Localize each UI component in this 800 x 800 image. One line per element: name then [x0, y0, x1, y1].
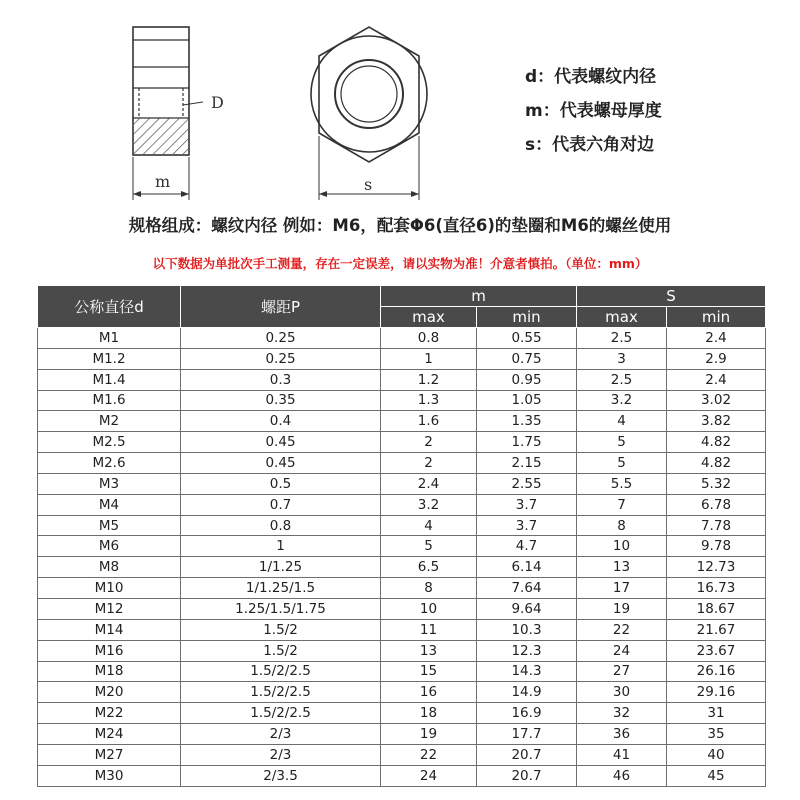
- cell-m-max: 1.2: [381, 369, 477, 390]
- table-row: [38, 765, 766, 786]
- cell-s-max: 3.2: [577, 390, 667, 411]
- cell-nominal: M2.5: [38, 432, 181, 453]
- cell-pitch: 0.45: [181, 453, 381, 474]
- table-row: [38, 661, 766, 682]
- diagram-label-s: s: [364, 175, 373, 194]
- cell-s-min: 9.78: [667, 536, 766, 557]
- table-row: [38, 724, 766, 745]
- table-row: [38, 432, 766, 453]
- cell-s-max: 3: [577, 348, 667, 369]
- cell-s-max: 17: [577, 578, 667, 599]
- cell-pitch: 1/1.25: [181, 557, 381, 578]
- cell-m-max: 24: [381, 765, 477, 786]
- cell-m-max: 5: [381, 536, 477, 557]
- cell-s-max: 22: [577, 619, 667, 640]
- table-row: [38, 703, 766, 724]
- cell-s-min: 3.82: [667, 411, 766, 432]
- cell-m-min: 0.95: [477, 369, 577, 390]
- cell-m-min: 17.7: [477, 724, 577, 745]
- nut-spec-table: [37, 285, 766, 787]
- table-row: [38, 348, 766, 369]
- cell-m-max: 18: [381, 703, 477, 724]
- cell-m-max: 8: [381, 578, 477, 599]
- cell-nominal: M27: [38, 744, 181, 765]
- header-m: m: [381, 286, 577, 307]
- header-nominal-diameter: 公称直径d: [38, 286, 181, 328]
- cell-nominal: M8: [38, 557, 181, 578]
- cell-m-max: 19: [381, 724, 477, 745]
- cell-m-min: 2.55: [477, 473, 577, 494]
- cell-m-min: 20.7: [477, 744, 577, 765]
- cell-s-max: 19: [577, 598, 667, 619]
- cell-m-min: 10.3: [477, 619, 577, 640]
- cell-nominal: M20: [38, 682, 181, 703]
- table-row: [38, 536, 766, 557]
- cell-pitch: 0.4: [181, 411, 381, 432]
- cell-pitch: 0.45: [181, 432, 381, 453]
- cell-m-min: 14.9: [477, 682, 577, 703]
- cell-m-max: 4: [381, 515, 477, 536]
- cell-s-min: 16.73: [667, 578, 766, 599]
- cell-pitch: 0.25: [181, 348, 381, 369]
- header-m-max: max: [381, 307, 477, 328]
- measurement-notice: 以下数据为单批次手工测量，存在一定误差，请以实物为准！介意者慎拍。（单位：mm）: [152, 256, 648, 271]
- cell-pitch: 1.5/2/2.5: [181, 661, 381, 682]
- cell-pitch: 0.35: [181, 390, 381, 411]
- cell-m-min: 3.7: [477, 515, 577, 536]
- cell-nominal: M6: [38, 536, 181, 557]
- cell-pitch: 0.7: [181, 494, 381, 515]
- diagram-label-m: m: [155, 172, 171, 191]
- cell-s-min: 26.16: [667, 661, 766, 682]
- spec-table-body: [38, 328, 766, 787]
- legend-s: s：代表六角对边: [525, 135, 655, 155]
- cell-s-max: 4: [577, 411, 667, 432]
- cell-s-min: 4.82: [667, 453, 766, 474]
- cell-m-max: 10: [381, 598, 477, 619]
- legend-d: d：代表螺纹内径: [525, 67, 657, 87]
- cell-m-max: 22: [381, 744, 477, 765]
- cell-m-max: 1.6: [381, 411, 477, 432]
- cell-m-min: 20.7: [477, 765, 577, 786]
- cell-m-max: 2: [381, 432, 477, 453]
- cell-m-min: 3.7: [477, 494, 577, 515]
- cell-s-min: 18.67: [667, 598, 766, 619]
- table-row: [38, 619, 766, 640]
- cell-s-min: 45: [667, 765, 766, 786]
- cell-s-min: 12.73: [667, 557, 766, 578]
- cell-pitch: 2/3: [181, 724, 381, 745]
- cell-m-max: 6.5: [381, 557, 477, 578]
- table-row: [38, 744, 766, 765]
- cell-m-max: 16: [381, 682, 477, 703]
- cell-s-max: 8: [577, 515, 667, 536]
- cell-nominal: M1.2: [38, 348, 181, 369]
- cell-s-min: 7.78: [667, 515, 766, 536]
- legend-m: m：代表螺母厚度: [525, 101, 662, 121]
- table-row: [38, 598, 766, 619]
- cell-nominal: M5: [38, 515, 181, 536]
- cell-m-min: 16.9: [477, 703, 577, 724]
- table-row: [38, 473, 766, 494]
- cell-s-min: 35: [667, 724, 766, 745]
- cell-s-max: 27: [577, 661, 667, 682]
- cell-m-max: 3.2: [381, 494, 477, 515]
- cell-nominal: M22: [38, 703, 181, 724]
- table-row: [38, 390, 766, 411]
- cell-nominal: M2: [38, 411, 181, 432]
- cell-s-min: 2.4: [667, 328, 766, 349]
- cell-m-max: 11: [381, 619, 477, 640]
- cell-nominal: M10: [38, 578, 181, 599]
- cell-pitch: 1/1.25/1.5: [181, 578, 381, 599]
- cell-s-min: 29.16: [667, 682, 766, 703]
- cell-s-min: 40: [667, 744, 766, 765]
- cell-pitch: 1.5/2/2.5: [181, 703, 381, 724]
- table-row: [38, 515, 766, 536]
- cell-pitch: 1.5/2: [181, 619, 381, 640]
- spec-headline: 规格组成：螺纹内径 例如：M6，配套Φ6(直径6)的垫圈和M6的螺丝使用: [128, 216, 672, 235]
- table-row: [38, 328, 766, 349]
- cell-s-max: 7: [577, 494, 667, 515]
- cell-s-max: 24: [577, 640, 667, 661]
- cell-m-max: 0.8: [381, 328, 477, 349]
- cell-m-min: 14.3: [477, 661, 577, 682]
- cell-s-max: 32: [577, 703, 667, 724]
- table-row: [38, 640, 766, 661]
- table-row: [38, 494, 766, 515]
- nut-technical-drawings: [0, 0, 800, 210]
- cell-m-min: 1.05: [477, 390, 577, 411]
- header-m-min: min: [477, 307, 577, 328]
- cell-nominal: M3: [38, 473, 181, 494]
- cell-m-max: 1: [381, 348, 477, 369]
- cell-nominal: M1.6: [38, 390, 181, 411]
- cell-m-max: 2: [381, 453, 477, 474]
- cell-s-min: 3.02: [667, 390, 766, 411]
- cell-s-max: 30: [577, 682, 667, 703]
- diagram-label-d: D: [211, 93, 224, 112]
- table-row: [38, 369, 766, 390]
- cell-pitch: 1.25/1.5/1.75: [181, 598, 381, 619]
- table-row: [38, 411, 766, 432]
- cell-s-max: 5.5: [577, 473, 667, 494]
- cell-s-max: 5: [577, 432, 667, 453]
- cell-nominal: M24: [38, 724, 181, 745]
- cell-s-min: 6.78: [667, 494, 766, 515]
- cell-m-min: 2.15: [477, 453, 577, 474]
- cell-nominal: M18: [38, 661, 181, 682]
- cell-m-max: 2.4: [381, 473, 477, 494]
- table-row: [38, 557, 766, 578]
- header-s: S: [577, 286, 766, 307]
- cell-s-min: 2.9: [667, 348, 766, 369]
- cell-pitch: 0.3: [181, 369, 381, 390]
- table-row: [38, 682, 766, 703]
- cell-pitch: 1.5/2: [181, 640, 381, 661]
- cell-nominal: M30: [38, 765, 181, 786]
- cell-s-min: 4.82: [667, 432, 766, 453]
- header-s-min: min: [667, 307, 766, 328]
- cell-pitch: 2/3: [181, 744, 381, 765]
- cell-nominal: M4: [38, 494, 181, 515]
- cell-s-max: 13: [577, 557, 667, 578]
- cell-m-max: 1.3: [381, 390, 477, 411]
- cell-nominal: M1.4: [38, 369, 181, 390]
- cell-pitch: 0.5: [181, 473, 381, 494]
- cell-m-max: 15: [381, 661, 477, 682]
- cell-nominal: M2.6: [38, 453, 181, 474]
- cell-m-min: 12.3: [477, 640, 577, 661]
- cell-m-min: 9.64: [477, 598, 577, 619]
- header-pitch: 螺距P: [181, 286, 381, 328]
- cell-s-max: 2.5: [577, 328, 667, 349]
- cell-s-min: 21.67: [667, 619, 766, 640]
- cell-nominal: M1: [38, 328, 181, 349]
- cell-m-min: 1.75: [477, 432, 577, 453]
- cell-s-max: 10: [577, 536, 667, 557]
- cell-nominal: M12: [38, 598, 181, 619]
- cell-s-min: 23.67: [667, 640, 766, 661]
- cell-s-max: 2.5: [577, 369, 667, 390]
- cell-s-max: 46: [577, 765, 667, 786]
- cell-m-min: 0.55: [477, 328, 577, 349]
- cell-m-max: 13: [381, 640, 477, 661]
- header-s-max: max: [577, 307, 667, 328]
- cell-pitch: 1.5/2/2.5: [181, 682, 381, 703]
- cell-s-max: 41: [577, 744, 667, 765]
- cell-nominal: M16: [38, 640, 181, 661]
- cell-s-min: 2.4: [667, 369, 766, 390]
- cell-m-min: 7.64: [477, 578, 577, 599]
- cell-m-min: 1.35: [477, 411, 577, 432]
- table-row: [38, 453, 766, 474]
- cell-s-max: 5: [577, 453, 667, 474]
- cell-m-min: 0.75: [477, 348, 577, 369]
- cell-pitch: 1: [181, 536, 381, 557]
- cell-s-min: 31: [667, 703, 766, 724]
- cell-m-min: 4.7: [477, 536, 577, 557]
- cell-m-min: 6.14: [477, 557, 577, 578]
- cell-nominal: M14: [38, 619, 181, 640]
- cell-pitch: 0.8: [181, 515, 381, 536]
- cell-s-min: 5.32: [667, 473, 766, 494]
- table-row: [38, 578, 766, 599]
- cell-pitch: 2/3.5: [181, 765, 381, 786]
- cell-s-max: 36: [577, 724, 667, 745]
- cell-pitch: 0.25: [181, 328, 381, 349]
